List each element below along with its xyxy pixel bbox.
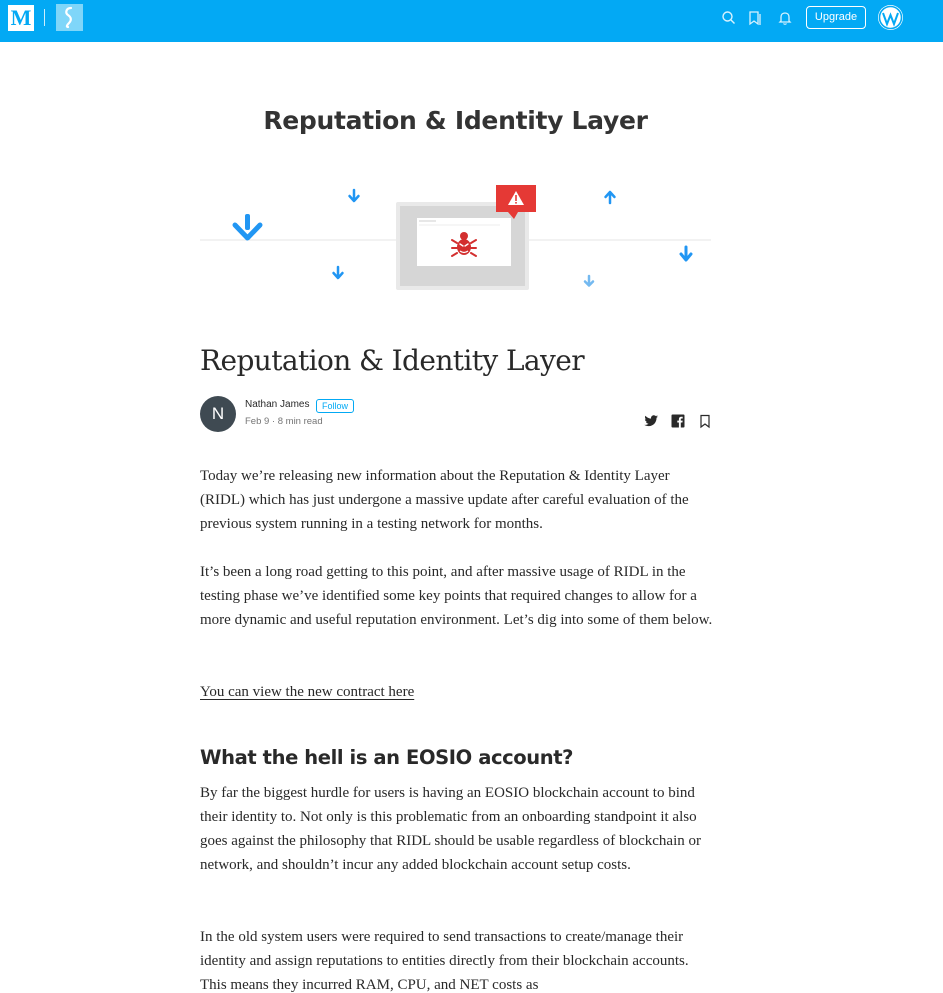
bookmarks-icon[interactable] — [746, 9, 764, 27]
bell-icon[interactable] — [776, 9, 794, 27]
contract-link[interactable]: You can view the new contract here — [200, 684, 415, 700]
article-paragraph: By far the biggest hurdle for users is having an EOSIO blockchain account to bind their identity to. Not only is this problematic from an onboarding standpoint it also goes against the philosophy that RIDL should be usable regardless of blockchain or network, and shouldn’t incur any added blockchain account setup costs. — [200, 785, 701, 873]
post-meta: Feb 9 · 8 min read — [245, 416, 323, 427]
follow-button[interactable]: Follow — [316, 399, 354, 413]
section-heading: What the hell is an EOSIO account? — [200, 746, 574, 769]
hero-title: Reputation & Identity Layer — [263, 106, 648, 135]
bookmark-icon[interactable] — [697, 413, 713, 429]
hero-illustration — [200, 96, 711, 306]
article-paragraph: Today we’re releasing new information about the Reputation & Identity Layer (RIDL) which has just undergone a massive update after careful evaluation of the previous system running in a testing network for months. — [200, 468, 689, 532]
search-icon[interactable] — [720, 9, 738, 27]
publication-logo[interactable] — [56, 4, 83, 31]
article-paragraph: It’s been a long road getting to this point, and after massive usage of RIDL in the testing phase we’ve identified some key points that required changes to allow for a more dynamic and useful reputation environment. Let’s dig into some of them below. — [200, 564, 713, 628]
twitter-icon[interactable] — [643, 413, 659, 429]
arrow-down-icon — [235, 214, 260, 238]
top-navigation-bar — [0, 0, 943, 42]
article-paragraph: In the old system users were required to send transactions to create/manage their identity and assign reputations to entities directly from their blockchain accounts. This means they incurred RAM, CPU, and NET costs as — [200, 929, 689, 993]
author-avatar[interactable]: N — [200, 396, 236, 432]
medium-logo[interactable]: M — [8, 5, 34, 31]
upgrade-button[interactable]: Upgrade — [806, 6, 866, 29]
facebook-icon[interactable] — [670, 413, 686, 429]
logo-divider — [44, 9, 45, 26]
user-avatar[interactable] — [878, 5, 903, 30]
article-title: Reputation & Identity Layer — [200, 344, 585, 377]
author-name[interactable]: Nathan James — [245, 399, 310, 410]
contract-link-paragraph — [200, 680, 715, 704]
